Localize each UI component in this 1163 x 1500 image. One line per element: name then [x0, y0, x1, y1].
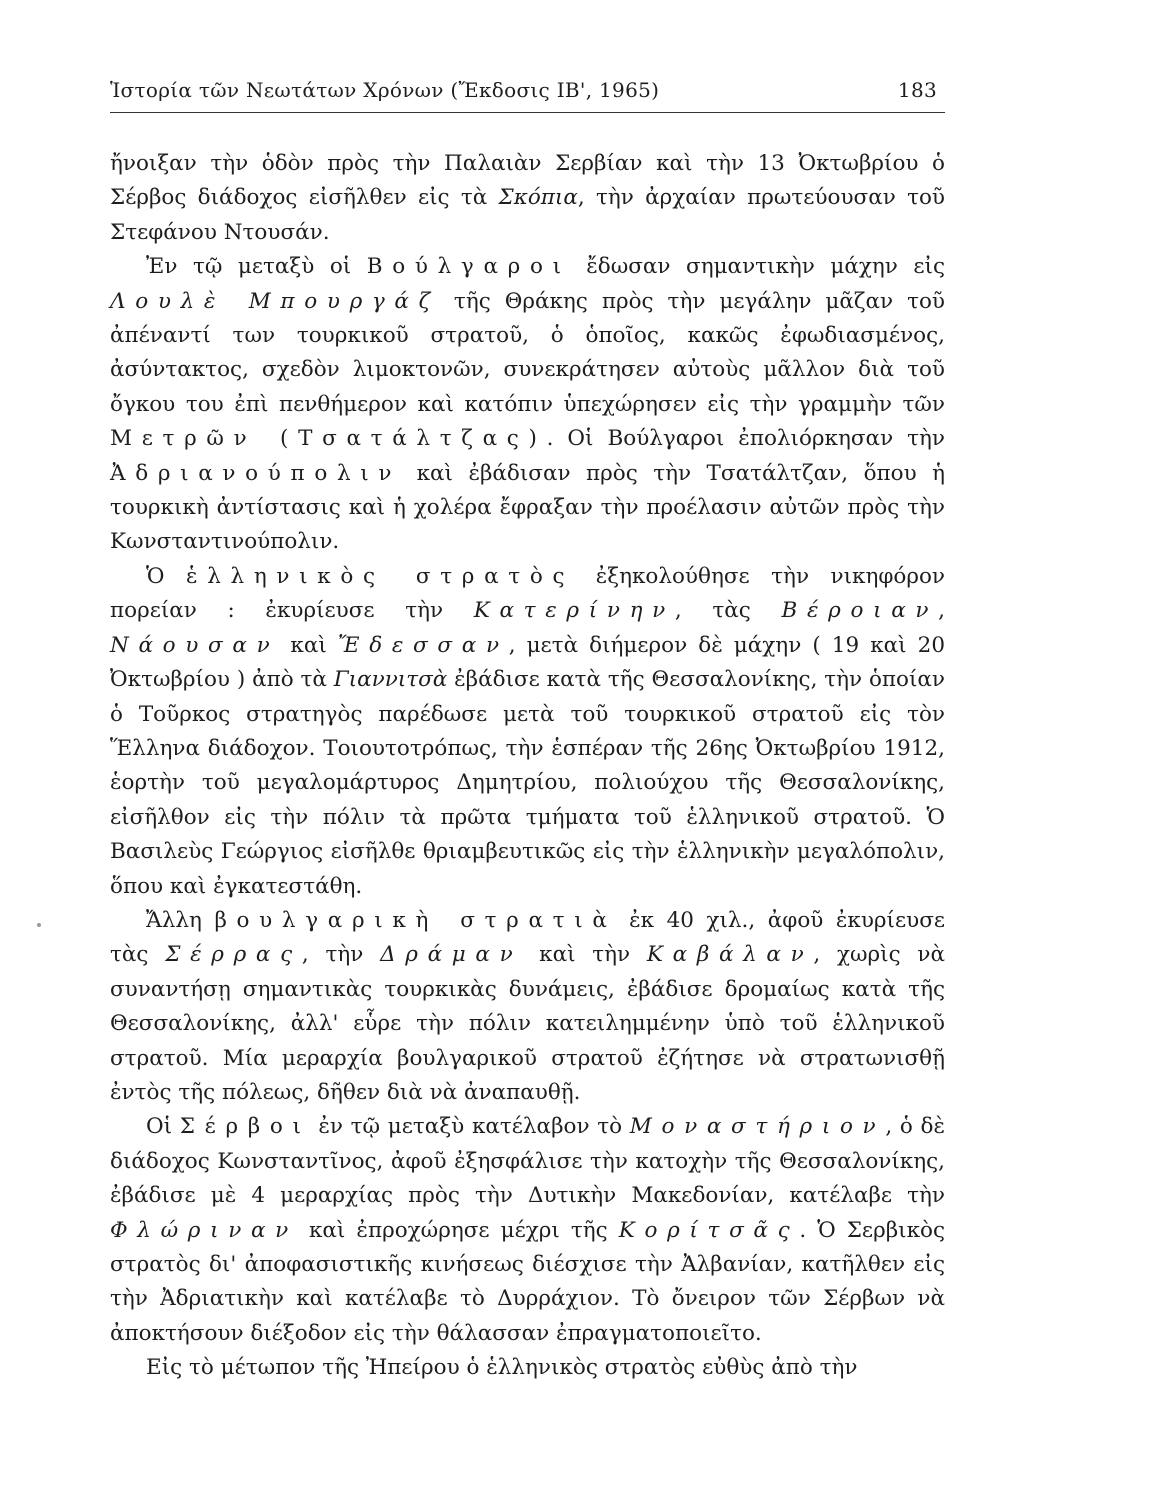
text-run: ἐκ 40 χιλ., ἀφοῦ ἐκυρίευσε τὰς: [110, 907, 946, 968]
emphasized-term: Σέρβοι: [179, 1114, 311, 1140]
paragraph: [110, 904, 945, 1110]
text-run: καὶ ἐπροχώρησε μέχρι τῆς: [297, 1217, 619, 1243]
paragraph: [110, 560, 945, 904]
emphasized-term: Βούλγαροι: [366, 254, 571, 280]
text-run: ,: [938, 598, 945, 624]
text-run: , τὴν: [301, 942, 381, 968]
emphasized-term: Σέρρας: [165, 942, 302, 968]
page-number: 183: [897, 78, 937, 102]
emphasized-term: Κατερίνην: [473, 598, 675, 624]
emphasized-term: Κορίτσᾶς: [618, 1217, 800, 1243]
text-run: Ὁ: [146, 563, 186, 589]
running-header: [110, 72, 945, 113]
margin-speck: [37, 923, 41, 927]
emphasized-term: Μοναστήριον: [629, 1114, 886, 1140]
text-run: . Ὁ Σερβικὸς στρατὸς δι' ἀποφασιστικῆς κινήσεως διέσχισε τὴν Ἀλβανίαν, κατῆλθεν εἰς τὴν Ἀδριατικὴν καὶ κατέλαβε τὸ Δυρράχιον. Τὸ ὄνειρον τῶν Σέρβων νὰ ἀποκτήσουν διέξοδον εἰς τὴν θάλασσαν ἐπραγματοποιεῖτο.: [110, 1217, 945, 1346]
text-run: , τὴν ἀρχαίαν πρωτεύουσαν τοῦ Στεφάνου Ντουσάν.: [110, 185, 945, 245]
text-run: τῆς Θράκης πρὸς τὴν μεγάλην μᾶζαν τοῦ ἀπέναντί των τουρκικοῦ στρατοῦ, ὁ ὁποῖος, κακῶς ἐφωδιασμένος, ἀσύντακτος, σχεδὸν λιμοκτονῶν, συνεκράτησεν αὐτοὺς μᾶλλον διὰ τοῦ ὄγκου του ἐπὶ πενθήμερον καὶ κατόπιν ὑπεχώρησεν εἰς τὴν γραμμὴν τῶν: [110, 288, 945, 417]
text-run: . Οἱ Βούλγαροι ἐπολιόρκησαν τὴν: [546, 426, 945, 452]
emphasized-term: Λουλὲ Μπουργάζ: [110, 288, 440, 314]
paragraph: [110, 1110, 945, 1351]
text-run: ἔδωσαν σημαντικὴν μάχην εἰς: [570, 254, 946, 280]
text-run: καὶ τὴν: [522, 942, 647, 968]
emphasized-term: βουλγαρικὴ στρατιὰ: [214, 907, 617, 933]
text-run: Ἄλλη: [146, 907, 215, 933]
text-run: , μετὰ διήμερον δὲ μάχην ( 19 καὶ 20 Ὀκτωβρίου ) ἀπὸ τὰ: [110, 632, 945, 693]
emphasized-term: Γιαννιτσὰ: [333, 667, 448, 693]
paragraph: [110, 250, 945, 560]
body-text: [110, 147, 945, 1386]
text-run: καὶ: [279, 632, 338, 658]
text-run: , ὁ δὲ διάδοχος Κωνσταντῖνος, ἀφοῦ ἐξησφάλισε τὴν κατοχὴν τῆς Θεσσαλονίκης, ἐβάδισε μὲ 4 μεραρχίας πρὸς τὴν Δυτικὴν Μακεδονίαν, κατέλαβε τὴν: [110, 1114, 945, 1209]
text-run: , χωρὶς νὰ συναντήσῃ σημαντικὰς τουρκικὰς δυνάμεις, ἐβάδισε δρομαίως κατὰ τῆς Θεσσαλονίκης, ἀλλ' εὗρε τὴν πόλιν κατειλημμένην ὑπὸ τοῦ ἑλληνικοῦ στρατοῦ. Μία μεραρχία βουλγαρικοῦ στρατοῦ ἐζήτησε νὰ στρατωνισθῇ ἐντὸς τῆς πόλεως, δῆθεν διὰ νὰ ἀναπαυθῇ.: [110, 942, 946, 1105]
text-run: ἤνοιξαν τὴν ὁδὸν πρὸς τὴν Παλαιὰν Σερβίαν καὶ τὴν 13 Ὀκτωβρίου ὁ Σέρβος διάδοχος εἰσῆλθεν εἰς τὰ: [110, 151, 945, 211]
text-run: ἐν τῷ μεταξὺ κατέλαβον τὸ: [310, 1114, 630, 1140]
text-run: ἐξηκολούθησε τὴν νικηφόρον πορείαν : ἐκυρίευσε τὴν: [110, 563, 945, 624]
paragraph: [110, 147, 945, 250]
emphasized-term: Σκόπια: [498, 185, 578, 211]
text-run: Εἰς τὸ μέτωπον τῆς Ἠπείρου ὁ ἑλληνικὸς στρατὸς εὐθὺς ἀπὸ τὴν: [146, 1355, 858, 1381]
paragraph: [110, 1351, 945, 1385]
emphasized-term: Ἀδριανούπολιν: [110, 460, 402, 486]
running-title: Ἱστορία τῶν Νεωτάτων Χρόνων (Ἔκδοσις ΙΒ', 1965): [110, 78, 660, 102]
emphasized-term: Φλώριναν: [110, 1217, 298, 1243]
text-run: , τὰς: [674, 598, 782, 624]
text-run: Ἐν τῷ μεταξὺ οἱ: [146, 254, 367, 280]
emphasized-term: Δράμαν: [380, 942, 523, 968]
emphasized-term: Νάουσαν: [110, 632, 280, 658]
text-run: ἐβάδισε κατὰ τῆς Θεσσαλονίκης, τὴν ὁποίαν ὁ Τοῦρκος στρατηγὸς παρέδωσε μετὰ τοῦ τουρκικοῦ στρατοῦ εἰς τὸν Ἕλληνα διάδοχον. Τοιουτοτρόπως, τὴν ἑσπέραν τῆς 26ης Ὀκτωβρίου 1912, ἑορτὴν τοῦ μεγαλομάρτυρος Δημητρίου, πολιούχου τῆς Θεσσαλονίκης, εἰσῆλθον εἰς τὴν πόλιν τὰ πρῶτα τμήματα τοῦ ἑλληνικοῦ στρατοῦ. Ὁ Βασιλεὺς Γεώργιος εἰσῆλθε θριαμβευτικῶς εἰς τὴν ἑλληνικὴν μεγαλόπολιν, ὅπου καὶ ἐγκατεστάθη.: [110, 667, 945, 899]
emphasized-term: Ἔδεσσαν: [337, 632, 509, 658]
text-run: καὶ ἐβάδισαν πρὸς τὴν Τσατάλτζαν, ὅπου ἡ τουρκικὴ ἀντίστασις καὶ ἡ χολέρα ἔφραξαν τὴν προέλασιν αὐτῶν πρὸς τὴν Κωνσταντινούπολιν.: [110, 460, 945, 555]
emphasized-term: ἑλληνικὸς στρατὸς: [186, 563, 575, 589]
emphasized-term: Μετρῶν (Τσατάλτζας): [110, 426, 547, 452]
emphasized-term: Καβάλαν: [646, 942, 814, 968]
text-run: Οἱ: [146, 1114, 180, 1140]
emphasized-term: Βέροιαν: [781, 598, 939, 624]
